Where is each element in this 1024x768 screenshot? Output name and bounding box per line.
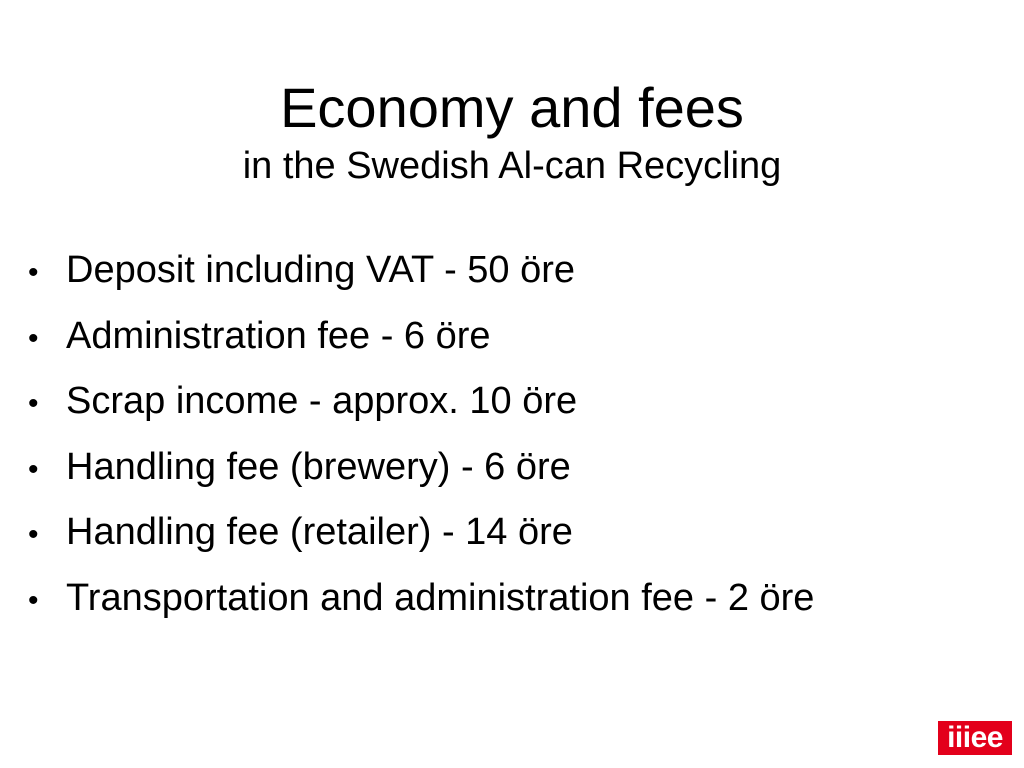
iiiee-logo bbox=[938, 721, 1012, 755]
slide-subtitle: in the Swedish Al-can Recycling bbox=[242, 145, 782, 187]
bullet-item bbox=[28, 445, 814, 489]
bullet-icon: • bbox=[28, 387, 39, 420]
bullet-item bbox=[28, 379, 814, 423]
bullet-item bbox=[28, 510, 814, 554]
bullet-icon: • bbox=[28, 256, 39, 289]
logo-text: iiiee bbox=[947, 721, 1003, 754]
slide-title: Economy and fees bbox=[280, 76, 744, 139]
bullet-icon: • bbox=[28, 321, 39, 355]
bullet-item bbox=[28, 314, 814, 358]
bullet-text: Administration fee - 6 öre bbox=[66, 314, 491, 357]
bullet-icon: • bbox=[28, 583, 39, 617]
title-block bbox=[0, 78, 1024, 188]
bullet-item bbox=[28, 248, 814, 292]
bullet-text: Deposit including VAT - 50 öre bbox=[66, 249, 576, 291]
bullet-text: Scrap income - approx. 10 öre bbox=[66, 380, 578, 422]
bullet-icon: • bbox=[28, 518, 39, 551]
bullet-text: Handling fee (brewery) - 6 öre bbox=[66, 445, 571, 488]
bullet-icon: • bbox=[28, 452, 39, 486]
bullet-item bbox=[28, 576, 814, 620]
bullet-text: Transportation and administration fee - 2 öre bbox=[66, 576, 815, 619]
bullet-list bbox=[28, 248, 814, 641]
bullet-text: Handling fee (retailer) - 14 öre bbox=[66, 511, 573, 553]
